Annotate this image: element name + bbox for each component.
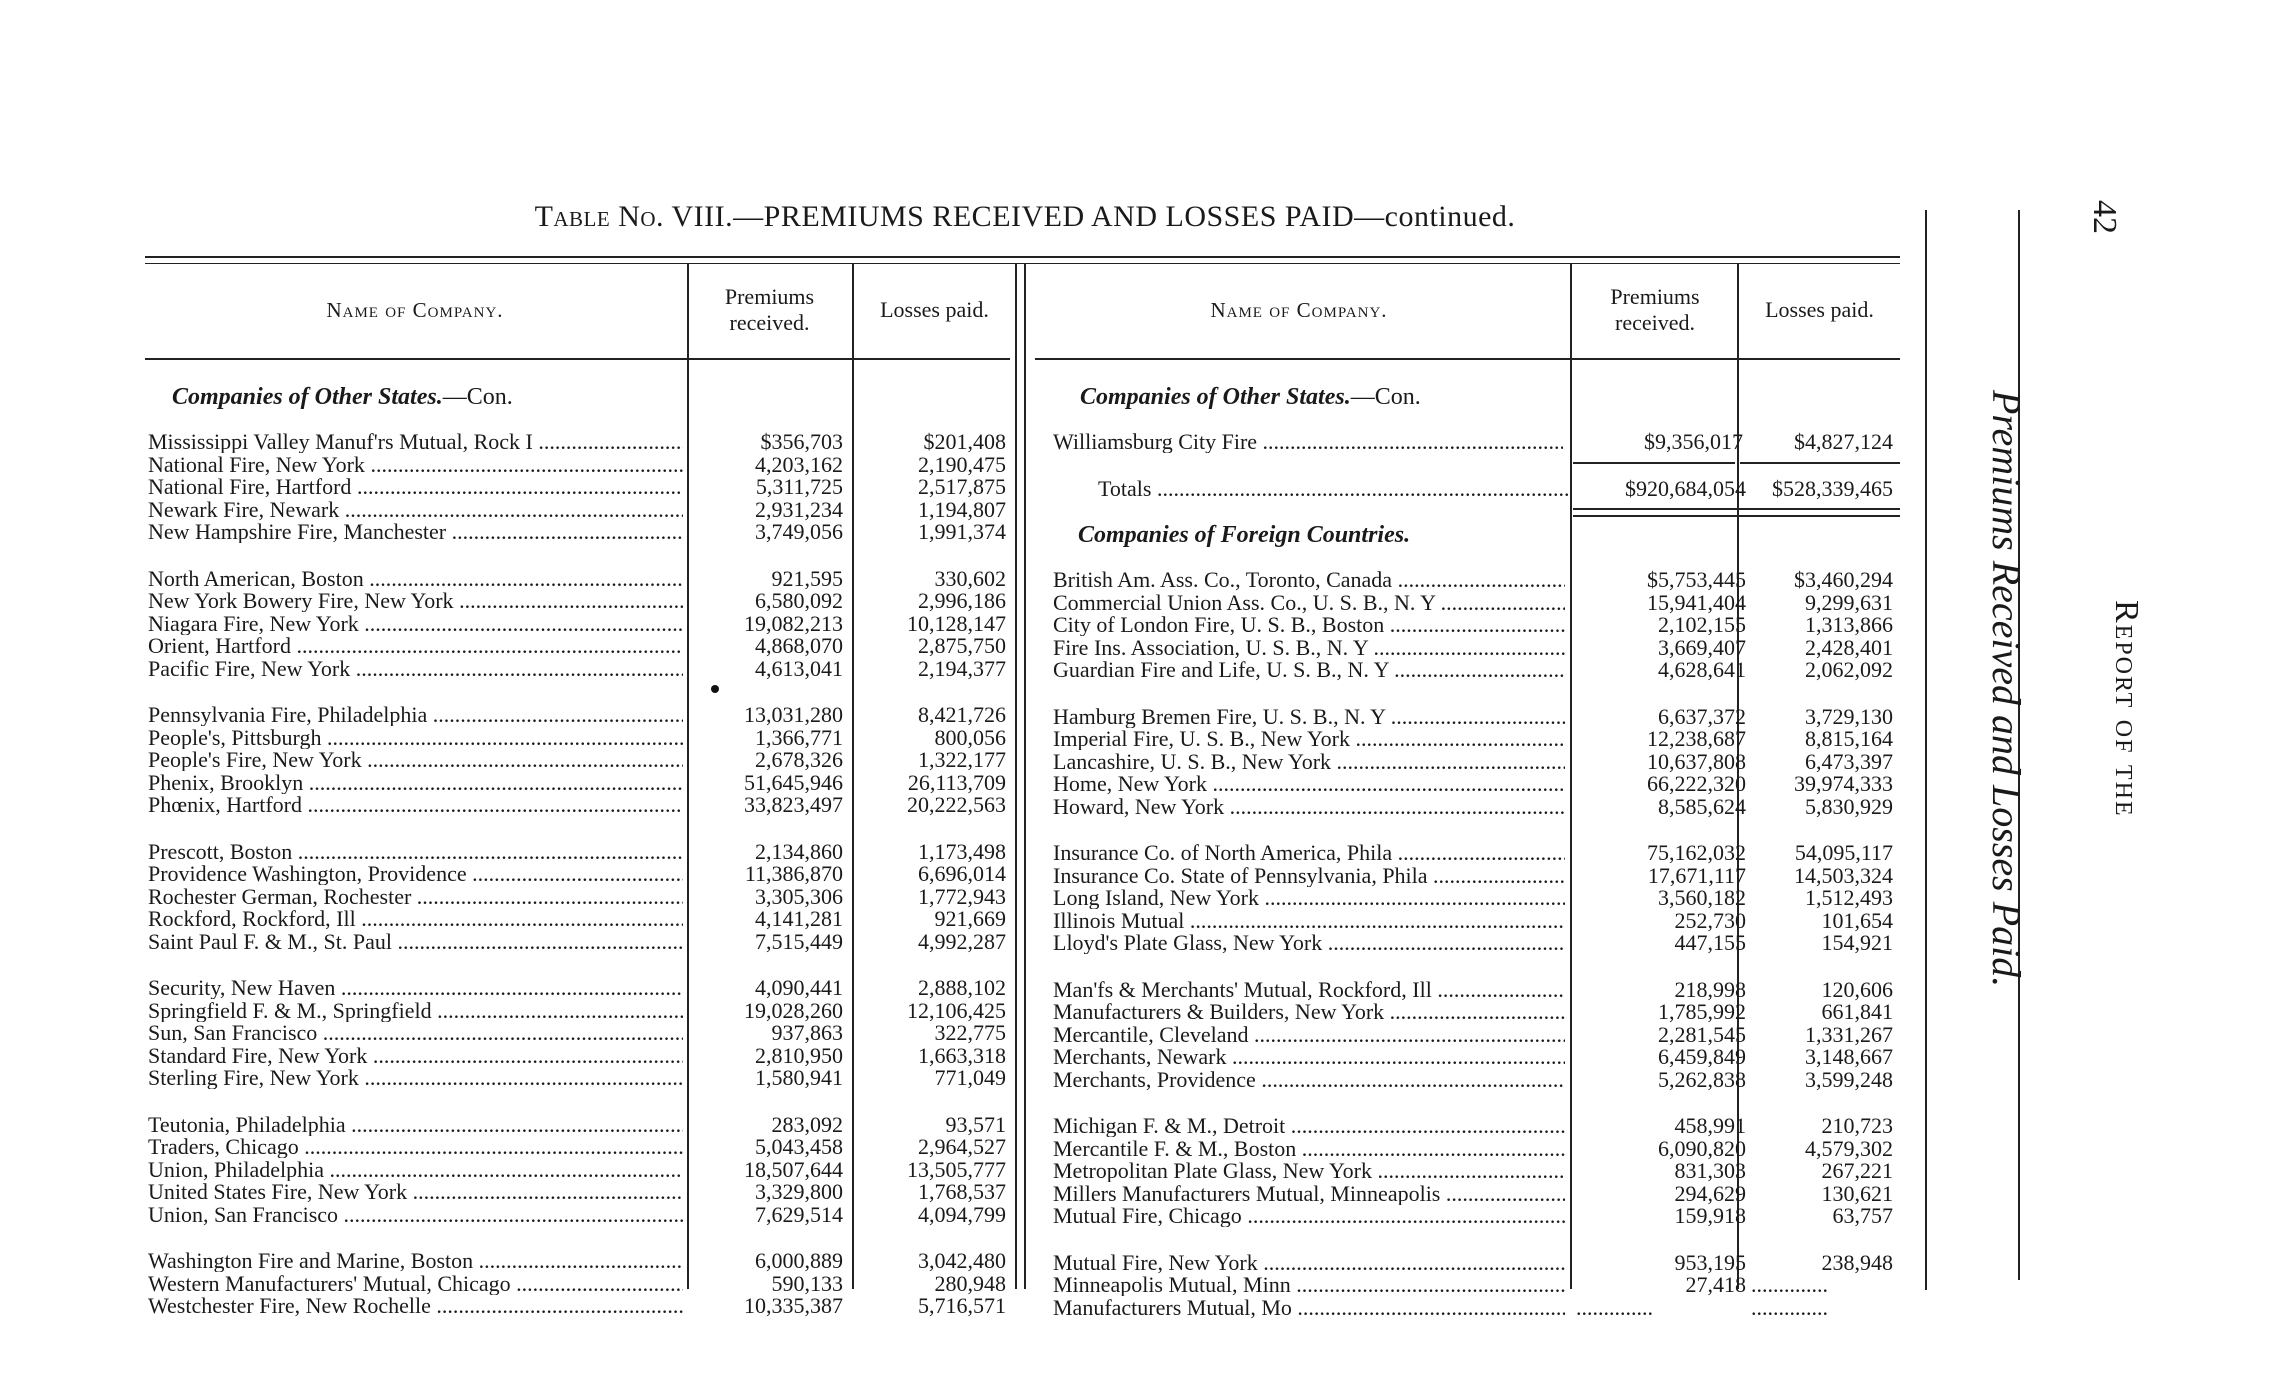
premiums-value: 2,810,950 xyxy=(755,1042,843,1068)
premiums-value: 19,082,213 xyxy=(744,610,843,636)
table-row xyxy=(1053,795,1898,818)
losses-value: 10,128,147 xyxy=(907,610,1006,636)
losses-value: 4,992,287 xyxy=(918,928,1006,954)
premiums-value: 3,560,182 xyxy=(1658,885,1746,910)
losses-value: 54,095,117 xyxy=(1794,840,1893,865)
company-name: Millers Manufacturers Mutual, Minneapolis ..... xyxy=(1053,1182,1565,1205)
losses-value: 39,974,333 xyxy=(1794,771,1893,796)
premiums-value: 4,868,070 xyxy=(755,633,843,658)
losses-value: 120,606 xyxy=(1821,976,1893,1002)
premiums-value: $5,753,445 xyxy=(1647,567,1746,592)
company-name: People's Fire, New York ..... xyxy=(148,748,683,771)
running-title xyxy=(1950,390,2070,1150)
report-title xyxy=(2080,600,2150,900)
losses-value: 3,148,667 xyxy=(1805,1044,1893,1069)
losses-value: 5,716,571 xyxy=(918,1293,1006,1318)
losses-value: 9,299,631 xyxy=(1805,589,1893,615)
losses-value: 1,772,943 xyxy=(918,883,1006,909)
company-name: Rockford, Rockford, Ill ..... xyxy=(148,907,683,930)
table-row xyxy=(1053,1114,1898,1137)
losses-value: 1,331,267 xyxy=(1805,1021,1893,1047)
losses-value: .............. xyxy=(1751,1294,1828,1320)
premiums-value: 2,678,326 xyxy=(755,747,843,772)
premiums-value: 18,507,644 xyxy=(744,1156,843,1182)
company-name: United States Fire, New York ..... xyxy=(148,1180,683,1203)
table-caption: —PREMIUMS RECEIVED AND LOSSES PAID—continued. xyxy=(733,200,1516,233)
company-name: British Am. Ass. Co., Toronto, Canada ..... xyxy=(1053,568,1565,591)
losses-value: 63,757 xyxy=(1832,1203,1893,1228)
losses-value: 661,841 xyxy=(1821,999,1893,1024)
premiums-value: 953,195 xyxy=(1674,1249,1746,1275)
right-header-name: Name of Company. xyxy=(1210,298,1388,322)
table-row xyxy=(1053,613,1898,636)
table-row xyxy=(148,612,1008,635)
premiums-value: 4,090,441 xyxy=(755,975,843,1000)
table-row xyxy=(1053,1045,1898,1068)
foreign-section-title: Companies of Foreign Countries. xyxy=(1078,522,1411,548)
totals-label: Totals ..... xyxy=(1098,477,1568,500)
table-row xyxy=(1053,1137,1898,1160)
right-header-losses: Losses paid. xyxy=(1765,297,1874,322)
losses-value: 3,599,248 xyxy=(1805,1066,1893,1092)
company-name: Mercantile, Cleveland ..... xyxy=(1053,1023,1565,1046)
premiums-value: 3,669,407 xyxy=(1658,634,1746,660)
losses-value: 2,062,092 xyxy=(1805,657,1893,682)
company-name: Lancashire, U. S. B., New York ..... xyxy=(1053,750,1565,773)
table-row xyxy=(148,748,1008,771)
company-name: Springfield F. & M., Springfield ..... xyxy=(148,999,683,1022)
table-row xyxy=(148,1272,1008,1295)
company-name: Pacific Fire, New York ..... xyxy=(148,657,683,680)
company-name: City of London Fire, U. S. B., Boston ..... xyxy=(1053,613,1565,636)
table-row xyxy=(148,498,1008,521)
company-name: Minneapolis Mutual, Minn ..... xyxy=(1053,1273,1565,1296)
premiums-value: 831,303 xyxy=(1674,1158,1746,1183)
company-name: Sterling Fire, New York ..... xyxy=(148,1066,683,1089)
premiums-value: 2,102,155 xyxy=(1658,612,1746,637)
table-row xyxy=(1053,1182,1898,1205)
premiums-value: 2,134,860 xyxy=(755,838,843,864)
table-row xyxy=(1053,1068,1898,1091)
table-row xyxy=(1053,1251,1898,1274)
table-row xyxy=(148,634,1008,657)
table-row xyxy=(1053,931,1898,954)
losses-value: 210,723 xyxy=(1821,1113,1893,1138)
premiums-value: 75,162,032 xyxy=(1647,840,1746,865)
table-row xyxy=(1053,636,1898,659)
losses-value: 5,830,929 xyxy=(1805,793,1893,819)
table-row xyxy=(148,703,1008,726)
left-header-name: Name of Company. xyxy=(326,298,504,322)
premiums-value: 15,941,404 xyxy=(1647,589,1746,615)
table-row xyxy=(1053,750,1898,773)
table-row xyxy=(1053,886,1898,909)
losses-value: $201,408 xyxy=(923,429,1006,454)
company-name: New York Bowery Fire, New York ..... xyxy=(148,589,683,612)
losses-value: 12,106,425 xyxy=(907,997,1006,1023)
losses-value: 1,313,866 xyxy=(1805,612,1893,637)
losses-value: 8,815,164 xyxy=(1805,726,1893,751)
premiums-value: 4,141,281 xyxy=(755,906,843,931)
premiums-value: 294,629 xyxy=(1674,1180,1746,1206)
losses-value: 4,579,302 xyxy=(1805,1135,1893,1161)
table-row xyxy=(148,1113,1008,1136)
premiums-value: 937,863 xyxy=(771,1020,843,1045)
losses-value: 1,322,177 xyxy=(918,747,1006,772)
table-row xyxy=(1053,658,1898,681)
company-name: National Fire, New York ..... xyxy=(148,453,683,476)
company-name: Sun, San Francisco ..... xyxy=(148,1021,683,1044)
left-header-premiums: Premiums received. xyxy=(724,284,815,335)
losses-value: 1,663,318 xyxy=(918,1042,1006,1068)
table-number: Table No. VIII. xyxy=(534,200,734,233)
losses-value: 101,654 xyxy=(1821,907,1893,933)
company-name: Mutual Fire, New York ..... xyxy=(1053,1251,1565,1274)
premiums-value: 13,031,280 xyxy=(744,702,843,727)
company-name: Williamsburg City Fire ..... xyxy=(1053,430,1563,453)
company-name: Union, Philadelphia ..... xyxy=(148,1158,683,1181)
premiums-value: $356,703 xyxy=(760,429,843,454)
premiums-value: .............. xyxy=(1576,1294,1653,1320)
company-name: Pennsylvania Fire, Philadelphia ..... xyxy=(148,703,683,726)
company-name: Providence Washington, Providence ..... xyxy=(148,862,683,885)
losses-value: 13,505,777 xyxy=(907,1156,1006,1182)
table-row xyxy=(148,726,1008,749)
company-name: Insurance Co. State of Pennsylvania, Phila ..... xyxy=(1053,864,1565,887)
table-row xyxy=(1053,568,1898,591)
losses-value: 322,775 xyxy=(934,1020,1006,1045)
table-row xyxy=(148,1044,1008,1067)
premiums-value: 447,155 xyxy=(1674,930,1746,955)
losses-value: $4,827,124 xyxy=(1794,429,1893,454)
premiums-value: 1,366,771 xyxy=(755,724,843,750)
table-row xyxy=(148,1158,1008,1181)
company-name: Phenix, Brooklyn ..... xyxy=(148,771,683,794)
premiums-value: 6,580,092 xyxy=(755,588,843,613)
losses-value: 1,768,537 xyxy=(918,1179,1006,1204)
company-name: Saint Paul F. & M., St. Paul ..... xyxy=(148,930,683,953)
company-name: National Fire, Hartford ..... xyxy=(148,475,683,498)
table-row xyxy=(148,976,1008,999)
bullet-mark xyxy=(711,685,719,693)
premiums-value: $9,356,017 xyxy=(1644,429,1743,454)
premiums-value: 3,329,800 xyxy=(755,1179,843,1204)
table-row xyxy=(1053,909,1898,932)
premiums-value: 4,203,162 xyxy=(755,451,843,477)
company-name: Man'fs & Merchants' Mutual, Rockford, Ill ..... xyxy=(1053,978,1565,1001)
table-row xyxy=(1053,772,1898,795)
table-row xyxy=(148,1066,1008,1089)
company-name: Metropolitan Plate Glass, New York ..... xyxy=(1053,1159,1565,1182)
premiums-value: 283,092 xyxy=(771,1111,843,1137)
left-header-losses: Losses paid. xyxy=(880,297,989,322)
losses-value: 154,921 xyxy=(1821,930,1893,955)
company-name: Guardian Fire and Life, U. S. B., N. Y ..... xyxy=(1053,658,1565,681)
company-name: Orient, Hartford ..... xyxy=(148,634,683,657)
company-name: Western Manufacturers' Mutual, Chicago ..... xyxy=(148,1272,683,1295)
premiums-value: 4,613,041 xyxy=(755,655,843,681)
page-number-text: 42 xyxy=(2086,200,2123,234)
table-row xyxy=(1053,591,1898,614)
premiums-value: 27,418 xyxy=(1685,1272,1746,1297)
company-name: Mercantile F. & M., Boston ..... xyxy=(1053,1137,1565,1160)
company-name: Merchants, Providence ..... xyxy=(1053,1068,1565,1091)
right-company-table xyxy=(1053,0,1903,1380)
premiums-value: 7,515,449 xyxy=(755,928,843,954)
premiums-value: 5,043,458 xyxy=(755,1134,843,1159)
losses-value: .............. xyxy=(1751,1272,1828,1297)
company-name: Insurance Co. of North America, Phila ..... xyxy=(1053,841,1565,864)
premiums-value: 218,998 xyxy=(1674,976,1746,1002)
company-name: Merchants, Newark ..... xyxy=(1053,1045,1565,1068)
totals-losses: $528,339,465 xyxy=(1772,476,1893,501)
premiums-value: 10,637,808 xyxy=(1647,748,1746,774)
table-row xyxy=(148,567,1008,590)
losses-value: 2,875,750 xyxy=(918,633,1006,658)
premiums-value: 5,262,838 xyxy=(1658,1066,1746,1092)
losses-value: 238,948 xyxy=(1821,1249,1893,1275)
table-row xyxy=(148,589,1008,612)
table-row xyxy=(148,520,1008,543)
losses-value: 8,421,726 xyxy=(918,702,1006,727)
company-name: Security, New Haven ..... xyxy=(148,976,683,999)
table-row xyxy=(1053,1023,1898,1046)
company-name: Washington Fire and Marine, Boston ..... xyxy=(148,1249,683,1272)
company-name: Union, San Francisco ..... xyxy=(148,1203,683,1226)
premiums-value: 3,749,056 xyxy=(755,519,843,544)
company-name: Imperial Fire, U. S. B., New York ..... xyxy=(1053,727,1565,750)
company-name: Manufacturers & Builders, New York ..... xyxy=(1053,1000,1565,1023)
premiums-value: 2,931,234 xyxy=(755,496,843,522)
company-name: Niagara Fire, New York ..... xyxy=(148,612,683,635)
premiums-value: 17,671,117 xyxy=(1647,862,1746,888)
premiums-value: 458,991 xyxy=(1674,1113,1746,1138)
report-title-text: Report of the xyxy=(2108,600,2145,818)
premiums-value: 6,000,889 xyxy=(755,1248,843,1273)
table-row xyxy=(148,453,1008,476)
table-row xyxy=(148,1249,1008,1272)
losses-value: 1,991,374 xyxy=(918,519,1006,544)
table-row xyxy=(148,840,1008,863)
premiums-value: 19,028,260 xyxy=(744,997,843,1023)
table-row xyxy=(1053,841,1898,864)
outer-right-rule xyxy=(1925,210,1927,1290)
left-section-label: Companies of Other States. xyxy=(172,384,443,410)
table-row xyxy=(148,907,1008,930)
totals-premiums: $920,684,054 xyxy=(1625,476,1746,501)
table-row xyxy=(1053,705,1898,728)
premiums-value: 6,637,372 xyxy=(1658,703,1746,729)
losses-value: 1,512,493 xyxy=(1805,885,1893,910)
center-rule-b xyxy=(1024,264,1026,1289)
losses-value: 1,194,807 xyxy=(918,496,1006,522)
table-row xyxy=(1053,727,1898,750)
losses-value: 4,094,799 xyxy=(918,1201,1006,1227)
company-name: Mississippi Valley Manuf'rs Mutual, Rock I ..... xyxy=(148,430,683,453)
premiums-value: 1,785,992 xyxy=(1658,999,1746,1024)
company-name: North American, Boston ..... xyxy=(148,567,683,590)
premiums-value: 921,595 xyxy=(771,565,843,591)
premiums-value: 33,823,497 xyxy=(744,792,843,817)
company-name: Home, New York ..... xyxy=(1053,772,1565,795)
losses-value: 1,173,498 xyxy=(918,838,1006,864)
left-section-suffix: —Con. xyxy=(442,384,513,410)
page-number xyxy=(2085,200,2125,250)
premiums-value: 8,585,624 xyxy=(1658,793,1746,819)
premiums-value: 5,311,725 xyxy=(755,474,843,499)
company-name: Teutonia, Philadelphia ..... xyxy=(148,1113,683,1136)
losses-value: 771,049 xyxy=(934,1065,1006,1090)
right-header-premiums: Premiums received. xyxy=(1610,284,1700,335)
company-name: Rochester German, Rochester ..... xyxy=(148,885,683,908)
company-name: Illinois Mutual ..... xyxy=(1053,909,1565,932)
losses-value: 6,696,014 xyxy=(918,861,1006,886)
company-name: Westchester Fire, New Rochelle ..... xyxy=(148,1294,683,1317)
right-section-suffix: —Con. xyxy=(1350,384,1421,410)
losses-value: 20,222,563 xyxy=(907,792,1006,817)
premiums-value: 12,238,687 xyxy=(1647,726,1746,751)
company-name: Traders, Chicago ..... xyxy=(148,1135,683,1158)
running-title-text: Premiums Received and Losses Paid. xyxy=(1984,390,2029,988)
premiums-value: 4,628,641 xyxy=(1658,657,1746,682)
losses-value: 2,517,875 xyxy=(918,474,1006,499)
table-row xyxy=(148,793,1008,816)
table-row xyxy=(1053,1273,1898,1296)
company-name: Lloyd's Plate Glass, New York ..... xyxy=(1053,931,1565,954)
losses-value: 130,621 xyxy=(1821,1180,1893,1206)
company-name: Mutual Fire, Chicago ..... xyxy=(1053,1204,1565,1227)
premiums-value: 3,305,306 xyxy=(755,883,843,909)
table-row xyxy=(1053,864,1898,887)
left-company-table xyxy=(148,0,1018,1380)
losses-value: 2,194,377 xyxy=(918,655,1006,681)
premiums-value: 6,090,820 xyxy=(1658,1135,1746,1161)
company-name: Newark Fire, Newark ..... xyxy=(148,498,683,521)
premiums-value: 252,730 xyxy=(1674,907,1746,933)
table-row xyxy=(148,930,1008,953)
premiums-value: 66,222,320 xyxy=(1647,771,1746,796)
premiums-value: 7,629,514 xyxy=(755,1201,843,1227)
premiums-value: 590,133 xyxy=(771,1270,843,1296)
table-row xyxy=(1053,1159,1898,1182)
company-name: Prescott, Boston ..... xyxy=(148,840,683,863)
premiums-value: 10,335,387 xyxy=(744,1293,843,1318)
table-row xyxy=(148,657,1008,680)
premiums-value: 1,580,941 xyxy=(755,1065,843,1090)
company-name: Michigan F. & M., Detroit ..... xyxy=(1053,1114,1565,1137)
company-name: Commercial Union Ass. Co., U. S. B., N. Y ..... xyxy=(1053,591,1565,614)
losses-value: 2,964,527 xyxy=(918,1134,1006,1159)
premiums-value: 6,459,849 xyxy=(1658,1044,1746,1069)
company-name: People's, Pittsburgh ..... xyxy=(148,726,683,749)
losses-value: 921,669 xyxy=(934,906,1006,931)
company-name: Hamburg Bremen Fire, U. S. B., N. Y ..... xyxy=(1053,705,1565,728)
table-row xyxy=(148,1135,1008,1158)
table-row xyxy=(148,1180,1008,1203)
losses-value: 14,503,324 xyxy=(1794,862,1893,888)
losses-value: 2,996,186 xyxy=(918,588,1006,613)
losses-value: 2,888,102 xyxy=(918,975,1006,1000)
table-row xyxy=(148,771,1008,794)
table-row xyxy=(148,1294,1008,1317)
premiums-value: 159,918 xyxy=(1674,1203,1746,1228)
losses-value: 3,729,130 xyxy=(1805,703,1893,729)
table-row xyxy=(148,430,1008,453)
losses-value: 2,428,401 xyxy=(1805,634,1893,660)
losses-value: 6,473,397 xyxy=(1805,748,1893,774)
table-row xyxy=(148,1021,1008,1044)
losses-value: 280,948 xyxy=(934,1270,1006,1296)
table-row xyxy=(148,862,1008,885)
losses-value: 93,571 xyxy=(945,1111,1006,1137)
company-name: Manufacturers Mutual, Mo ..... xyxy=(1053,1296,1565,1319)
losses-value: 3,042,480 xyxy=(918,1248,1006,1273)
table-row xyxy=(148,999,1008,1022)
table-row xyxy=(148,475,1008,498)
table-row xyxy=(148,885,1008,908)
table-row xyxy=(148,1203,1008,1226)
losses-value: 267,221 xyxy=(1821,1158,1893,1183)
losses-value: 26,113,709 xyxy=(907,769,1006,795)
table-row xyxy=(1053,978,1898,1001)
right-section-label: Companies of Other States. xyxy=(1080,384,1351,410)
company-name: Standard Fire, New York ..... xyxy=(148,1044,683,1067)
company-name: Long Island, New York ..... xyxy=(1053,886,1565,909)
company-name: Phœnix, Hartford ..... xyxy=(148,793,683,816)
premiums-value: 51,645,946 xyxy=(744,769,843,795)
company-name: New Hampshire Fire, Manchester ..... xyxy=(148,520,683,543)
premiums-value: 2,281,545 xyxy=(1658,1021,1746,1047)
table-row xyxy=(1053,1296,1898,1319)
losses-value: 2,190,475 xyxy=(918,451,1006,477)
table-row xyxy=(1053,1000,1898,1023)
losses-value: 330,602 xyxy=(934,565,1006,591)
company-name: Howard, New York ..... xyxy=(1053,795,1565,818)
premiums-value: 11,386,870 xyxy=(744,861,843,886)
table-row xyxy=(1053,1204,1898,1227)
company-name: Fire Ins. Association, U. S. B., N. Y ..... xyxy=(1053,636,1565,659)
losses-value: $3,460,294 xyxy=(1794,567,1893,592)
losses-value: 800,056 xyxy=(934,724,1006,750)
